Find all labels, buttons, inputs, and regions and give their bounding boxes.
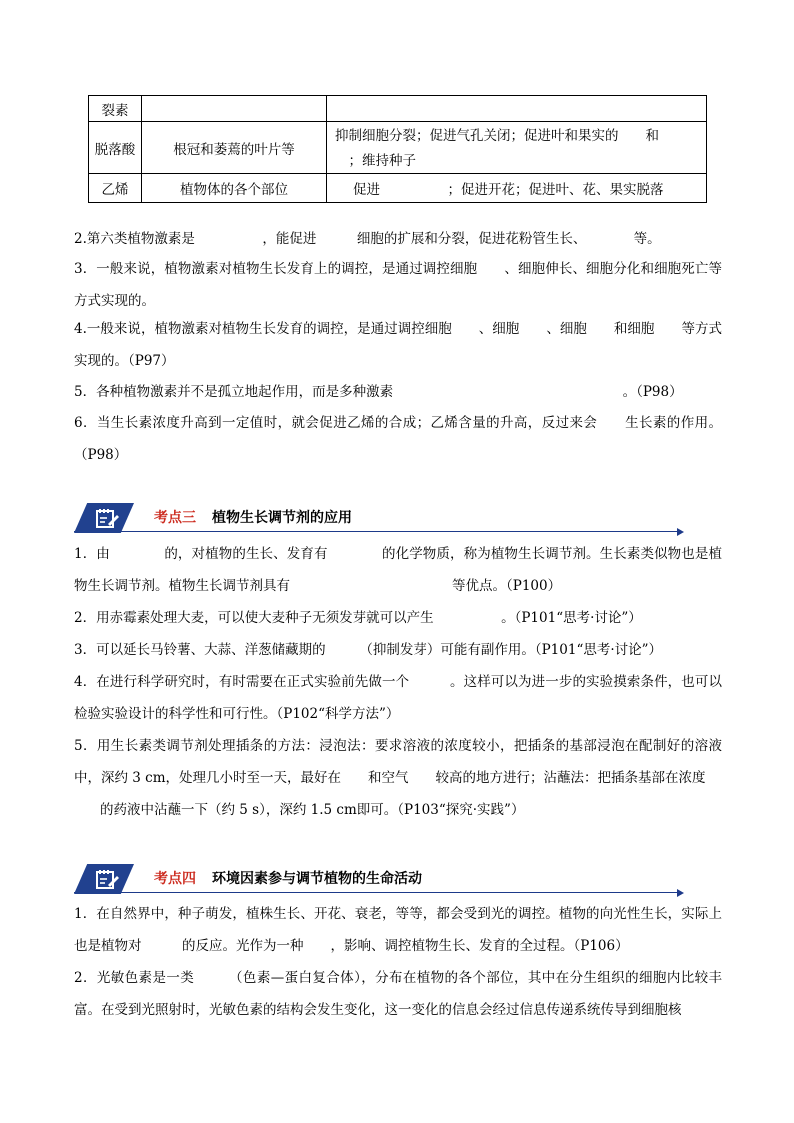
hormone-site: 植物体的各个部位 bbox=[142, 174, 327, 203]
header-underline bbox=[74, 531, 680, 533]
header-underline bbox=[74, 892, 680, 894]
hormone-name: 裂素 bbox=[89, 96, 142, 122]
paragraph: 1．在自然界中，种子萌发，植株生长、开花、衰老，等等，都会受到光的调控。植物的向光性生长，实际上也是植物对 的反应。光作为一种 ，影响、调控植物生长、发育的全过程。（P106） bbox=[74, 906, 722, 954]
section-header bbox=[74, 503, 680, 533]
section-label: 考点四 bbox=[154, 871, 196, 887]
paragraph: 2．用赤霉素处理大麦，可以使大麦种子无须发芽就可以产生 。（P101“思考·讨论”） bbox=[74, 610, 642, 626]
paragraph: 5．用生长素类调节剂处理插条的方法：浸泡法：要求溶液的浓度较小，把插条的基部浸泡在配制好的溶液中，深约 3 cm，处理几小时至一天，最好在 和空气 较高的地方进行；沾蘸法：把插条基部在浓度 bbox=[74, 738, 722, 786]
hormone-name: 脱落酸 bbox=[89, 122, 142, 174]
hormone-table bbox=[88, 95, 707, 203]
paragraph: 3．一般来说，植物激素对植物生长发育上的调控，是通过调控细胞 、细胞伸长、细胞分化和细胞死亡等方式实现的。 bbox=[74, 261, 722, 309]
paragraph: 2．光敏色素是一类 （色素—蛋白复合体），分布在植物的各个部位，其中在分生组织的细胞内比较丰富。在受到光照射时，光敏色素的结构会发生变化，这一变化的信息会经过信息传递系统传导到细胞核 bbox=[74, 970, 722, 1018]
hormone-name: 乙烯 bbox=[89, 174, 142, 203]
section-title: 植物生长调节剂的应用 bbox=[212, 510, 352, 526]
hormone-site: 根冠和萎蔫的叶片等 bbox=[142, 122, 327, 174]
hormone-effect: 促进 ；促进开花；促进叶、花、果实脱落 bbox=[327, 174, 707, 203]
paragraph: 的药液中沾蘸一下（约 5 s），深约 1.5 cm即可。（P103“探究·实践”） bbox=[100, 802, 525, 818]
table-row bbox=[89, 174, 707, 203]
table-row bbox=[89, 122, 707, 174]
hormone-effect bbox=[327, 96, 707, 122]
effect-line: 抑制细胞分裂；促进气孔关闭；促进叶和果实的 和 bbox=[335, 127, 659, 144]
effect-line: ；维持种子 bbox=[335, 152, 416, 169]
paragraph: 6．当生长素浓度升高到一定值时，就会促进乙烯的合成；乙烯含量的升高，反过来会 生长素的作用。（P98） bbox=[74, 415, 722, 463]
notepad-icon bbox=[94, 867, 120, 891]
paragraph: 5．各种植物激素并不是孤立地起作用，而是多种激素 。（P98） bbox=[74, 384, 683, 400]
hormone-effect bbox=[327, 122, 707, 174]
section-header bbox=[74, 864, 680, 894]
hormone-site bbox=[142, 96, 327, 122]
paragraph: 2.第六类植物激素是 ，能促进 细胞的扩展和分裂，促进花粉管生长、 等。 bbox=[74, 231, 661, 247]
paragraph: 1．由 的，对植物的生长、发育有 的化学物质，称为植物生长调节剂。生长素类似物也是植物生长调节剂。植物生长调节剂具有 等优点。（P100） bbox=[74, 546, 722, 594]
table-row bbox=[89, 96, 707, 122]
section-title: 环境因素参与调节植物的生命活动 bbox=[212, 871, 422, 887]
section-label: 考点三 bbox=[154, 510, 196, 526]
paragraph: 4．在进行科学研究时，有时需要在正式实验前先做一个 。这样可以为进一步的实验摸索条件，也可以检验实验设计的科学性和可行性。（P102“科学方法”） bbox=[74, 674, 722, 722]
notepad-icon bbox=[94, 506, 120, 530]
paragraph: 4.一般来说，植物激素对植物生长发育的调控，是通过调控细胞 、细胞 、细胞 和细胞 等方式实现的。（P97） bbox=[74, 321, 722, 369]
paragraph: 3．可以延长马铃薯、大蒜、洋葱储藏期的 （抑制发芽）可能有副作用。（P101“思考·讨论”） bbox=[74, 642, 663, 658]
